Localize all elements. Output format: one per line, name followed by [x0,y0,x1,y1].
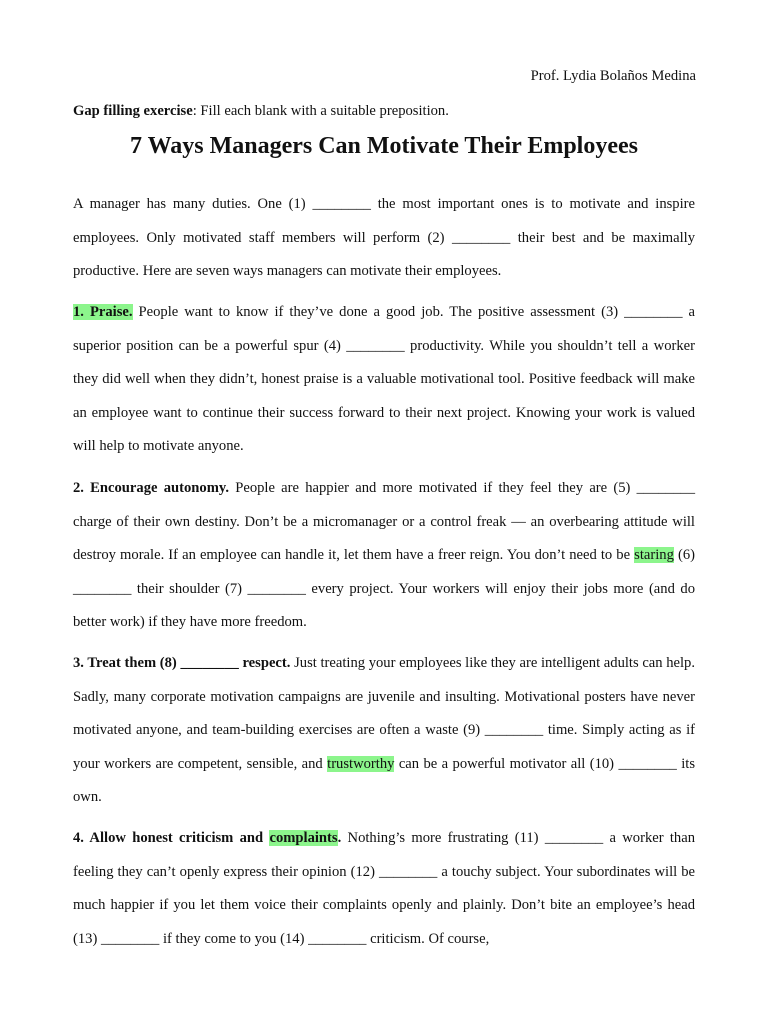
text-autonomy-b: (6) ________ their shoulder (7) ________ every project. Your workers will enjoy their jobs more (and do better work) if they have more freedom. [73,547,695,630]
highlight-complaints: complaints [269,830,338,846]
paragraph-autonomy [73,472,695,640]
instructions-text: : Fill each blank with a suitable preposition. [192,103,449,119]
heading-autonomy: 2. Encourage autonomy. [73,480,229,496]
document-title: 7 Ways Managers Can Motivate Their Employees [130,133,638,159]
text-respect-a: Just treating your employees like they are intelligent adults can help. Sadly, many corporate motivation campaigns are juvenile and insulting. Motivational posters have never motivated anyone, and team-building exercises are often a waste (9) ________ time. Simply acting as if your workers are competent, sensible, and [73,655,696,772]
intro-paragraph: A manager has many duties. One (1) ________ the most important ones is to motivate and inspire employees. Only motivated staff members will perform (2) ________ their best and be maximally productive. Here are seven ways managers can motivate their employees. [73,196,695,279]
instructions [73,103,449,120]
heading-respect: 3. Treat them (8) ________ respect. [73,655,291,671]
heading-praise: 1. Praise. [73,304,133,320]
text-respect-b: can be a powerful motivator all (10) ________ its own. [73,755,696,805]
heading-criticism-b: . [337,830,342,846]
paragraph-criticism [73,822,695,956]
heading-criticism-a: 4. Allow honest criticism and [73,830,270,846]
paragraph-respect [73,647,695,815]
text-autonomy-a: People are happier and more motivated if they feel they are (5) ________ charge of their own destiny. Don’t be a micromanager or a control freak — an overbearing attitude will destroy morale. If an employee can handle it, let them have a freer reign. You don’t need to be [73,480,695,563]
paragraph-praise [73,296,695,464]
text-praise: People want to know if they’ve done a good job. The positive assessment (3) ________ a superior position can be a powerful spur (4) ________ productivity. While you shouldn’t tell a worker they did well when they didn’t, honest praise is a valuable motivational tool. Positive feedback will make an employee want to continue their success forward to their next project. Knowing your work is valued will help to motivate anyone. [73,304,695,454]
highlight-trustworthy: trustworthy [327,755,395,772]
text-criticism: Nothing’s more frustrating (11) ________ a worker than feeling they can’t openly express their opinion (12) ________ a touchy subject. Your subordinates will be much happier if you let them voice their complaints openly and plainly. Don’t bite an employee’s head (13) ________ if they come to you (14) ________ criticism. Of course, [73,830,696,947]
instructions-label: Gap filling exercise [73,103,193,119]
highlight-staring: staring [634,547,674,563]
author-name: Prof. Lydia Bolaños Medina [530,68,696,84]
